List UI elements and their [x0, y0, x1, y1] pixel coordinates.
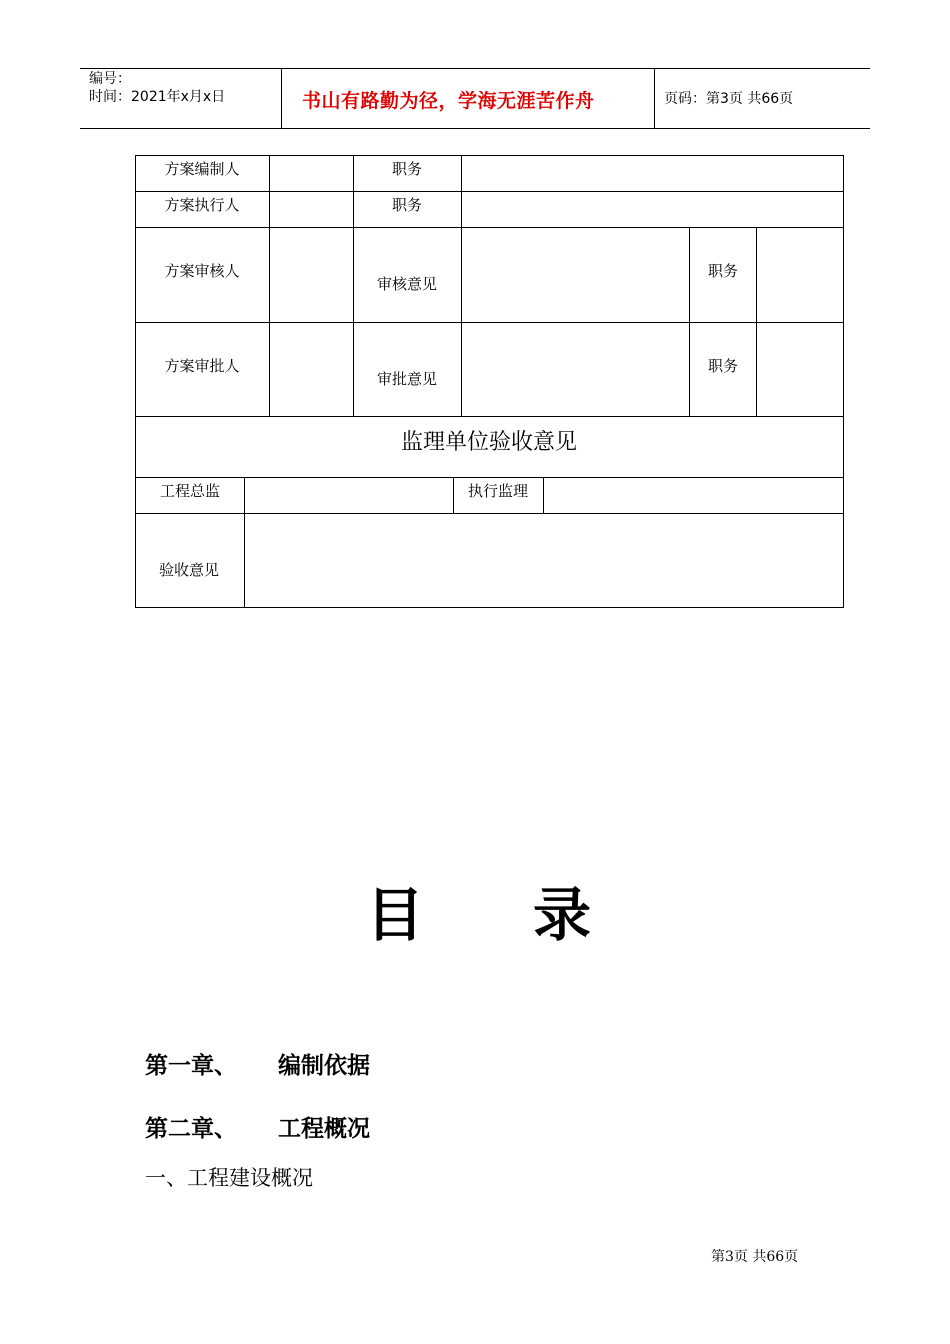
toc-chapter-2-number[interactable]: 第二章、: [145, 1116, 237, 1142]
chief-supervisor-label: 工程总监: [159, 482, 221, 500]
row-divider: [135, 191, 844, 192]
table-border-left: [135, 155, 136, 608]
row-divider: [135, 322, 844, 323]
supervision-section-title: 监理单位验收意见: [400, 430, 578, 455]
column-divider: [461, 155, 462, 416]
document-code-label: 编号：: [89, 71, 131, 87]
column-divider: [269, 155, 270, 416]
compiler-label: 方案编制人: [164, 160, 240, 178]
table-border-right: [843, 155, 844, 608]
table-border-bottom: [135, 607, 844, 608]
page-number-label: 页码：第3页 共66页: [664, 91, 794, 107]
approver-label: 方案审批人: [164, 357, 240, 375]
reviewer-label: 方案审核人: [164, 262, 240, 280]
row-divider: [135, 477, 844, 478]
reviewer-duty-label: 职务: [707, 262, 739, 280]
toc-sub-item[interactable]: 一、工程建设概况: [145, 1166, 313, 1190]
header-motto: 书山有路勤为径，学海无涯苦作舟: [302, 90, 595, 112]
column-divider: [756, 227, 757, 416]
executive-supervisor-label: 执行监理: [467, 482, 529, 500]
column-divider: [453, 477, 454, 513]
toc-chapter-2-title[interactable]: 工程概况: [278, 1116, 370, 1142]
toc-title-left: 目: [366, 881, 425, 949]
header-top-rule: [80, 68, 870, 69]
column-divider: [353, 155, 354, 416]
executor-label: 方案执行人: [164, 196, 240, 214]
toc-chapter-1-number[interactable]: 第一章、: [145, 1053, 237, 1079]
approval-opinion-label: 审批意见: [376, 370, 438, 388]
header-bottom-rule: [80, 128, 870, 129]
review-opinion-label: 审核意见: [376, 275, 438, 293]
column-divider: [543, 477, 544, 513]
toc-title-right: 录: [533, 881, 592, 949]
column-divider: [244, 477, 245, 607]
row-divider: [135, 416, 844, 417]
document-date: 时间：2021年x月x日: [89, 89, 226, 105]
table-border-top: [135, 155, 844, 156]
acceptance-opinion-label: 验收意见: [158, 561, 220, 579]
toc-chapter-1-title[interactable]: 编制依据: [278, 1053, 370, 1079]
approver-duty-label: 职务: [707, 357, 739, 375]
row-divider: [135, 227, 844, 228]
compiler-duty-label: 职务: [391, 160, 423, 178]
executor-duty-label: 职务: [391, 196, 423, 214]
header-divider-1: [281, 69, 282, 128]
page-footer: 第3页 共66页: [711, 1249, 799, 1265]
header-divider-2: [654, 69, 655, 128]
row-divider: [135, 513, 844, 514]
column-divider: [689, 227, 690, 416]
